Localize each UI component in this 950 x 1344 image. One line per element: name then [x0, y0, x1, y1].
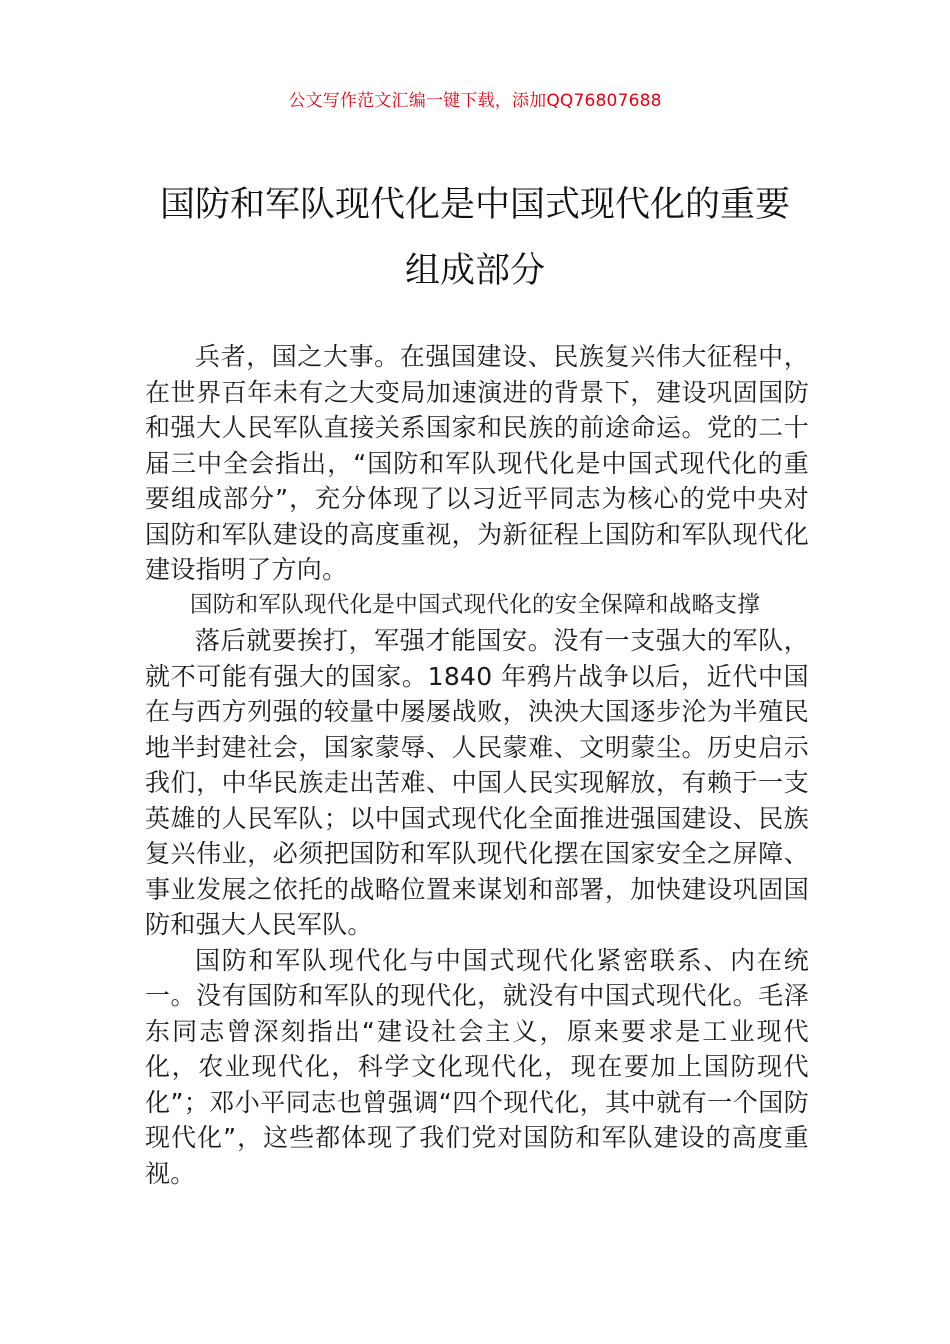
- title-line-1: 国防和军队现代化是中国式现代化的重要: [159, 185, 790, 225]
- paragraph-history: 落后就要挨打，军强才能国安。没有一支强大的军队，就不可能有强大的国家。1840 年鸦片战争以后，近代中国在与西方列强的较量中屡屡战败，泱泱大国逐步沦为半殖民地半封建社会，国家蒙辱、人民蒙难、文明蒙尘。历史启示我们，中华民族走出苦难、中国人民实现解放，有赖于一支英雄的人民军队；以中国式现代化全面推进强国建设、民族复兴伟业，必须把国防和军队现代化摆在国家安全之屏障、事业发展之依托的战略位置来谋划和部署，加快建设巩固国防和强大人民军队。: [145, 626, 809, 939]
- paragraph-intro: 兵者，国之大事。在强国建设、民族复兴伟大征程中，在世界百年未有之大变局加速演进的背景下，建设巩固国防和强大人民军队直接关系国家和民族的前途命运。党的二十届三中全会指出，“国防和军队现代化是中国式现代化的重要组成部分”，充分体现了以习近平同志为核心的党中央对国防和军队建设的高度重视，为新征程上国防和军队现代化建设指明了方向。: [145, 342, 809, 584]
- document-body: [145, 339, 809, 1191]
- document-title: [140, 172, 810, 304]
- title-line-2: 组成部分: [404, 251, 545, 291]
- paragraph-unity: 国防和军队现代化与中国式现代化紧密联系、内在统一。没有国防和军队的现代化，就没有中国式现代化。毛泽东同志曾深刻指出“建设社会主义，原来要求是工业现代化，农业现代化，科学文化现代化，现在要加上国防现代化”；邓小平同志也曾强调“四个现代化，其中就有一个国防现代化”，这些都体现了我们党对国防和军队建设的高度重视。: [145, 945, 809, 1188]
- download-note: 公文写作范文汇编一键下载，添加QQ76807688: [288, 91, 662, 111]
- section-heading: 国防和军队现代化是中国式现代化的安全保障和战略支撑: [190, 591, 761, 618]
